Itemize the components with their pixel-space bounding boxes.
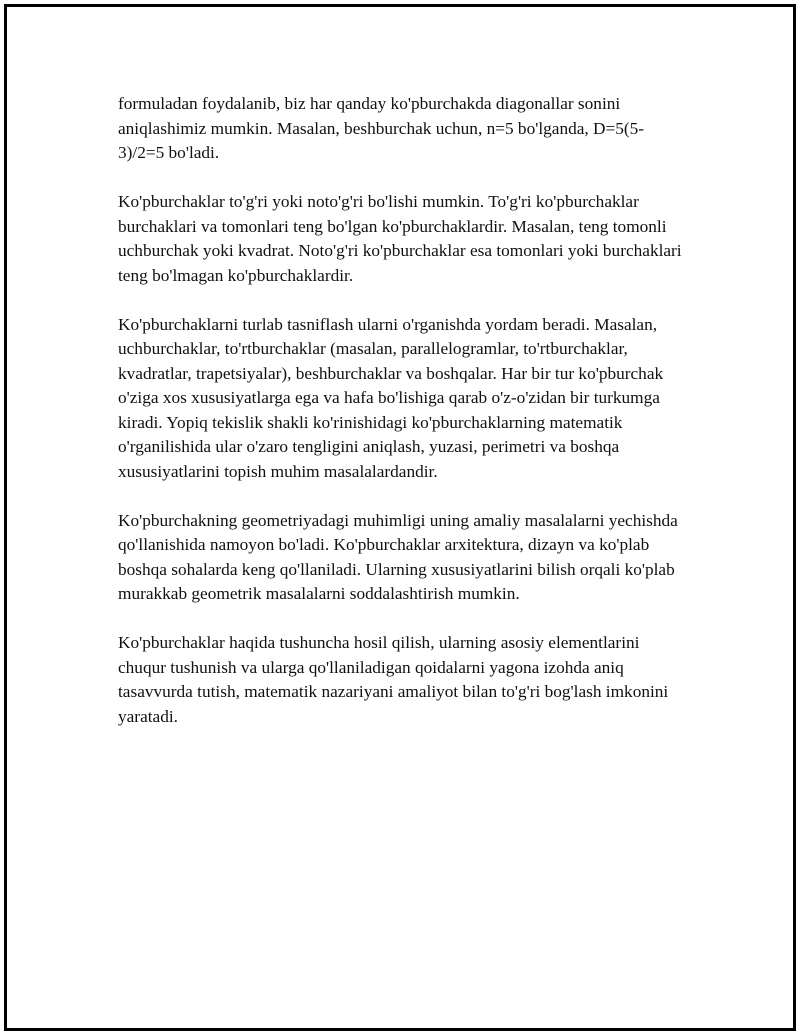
paragraph-regular-irregular: Ko'pburchaklar to'g'ri yoki noto'g'ri bo'lishi mumkin. To'g'ri ko'pburchaklar burchaklari va tomonlari teng bo'lgan ko'pburchaklardir. Masalan, teng tomonli uchburchak yoki kvadrat. Noto'g'ri ko'pburchaklar esa tomonlari yoki burchaklari teng bo'lmagan ko'pburchaklardir. — [118, 192, 682, 285]
paragraph-conclusion: Ko'pburchaklar haqida tushuncha hosil qilish, ularning asosiy elementlarini chuqur tushunish va ularga qo'llaniladigan qoidalarni yagona izohda aniq tasavvurda tutish, matematik nazariyani amaliyot bilan to'g'ri bog'lash imkonini yaratadi. — [118, 633, 669, 726]
paragraph-importance: Ko'pburchakning geometriyadagi muhimligi uning amaliy masalalarni yechishda qo'llanishida namoyon bo'ladi. Ko'pburchaklar arxitektura, dizayn va ko'plab boshqa sohalarda keng qo'llaniladi. Ularning xususiyatlarini bilish orqali ko'plab murakkab geometrik masalalarni soddalashtirish mumkin. — [118, 510, 678, 603]
paragraph-diagonals: formuladan foydalanib, biz har qanday ko'pburchakda diagonallar sonini aniqlashimiz mumkin. Masalan, beshburchak uchun, n=5 bo'lganda, D=5(5-3)/2=5 bo'ladi. — [118, 94, 645, 162]
paragraph-classification: Ko'pburchaklarni turlab tasniflash ularni o'rganishda yordam beradi. Masalan, uchburchaklar, to'rtburchaklar (masalan, parallelogramlar, to'rtburchaklar, kvadratlar, trapetsiyalar), beshburchaklar va boshqalar. Har bir tur ko'pburchak o'ziga xos xususiyatlarga ega va hafa bo'lishiga qarab o'z-o'zidan bir turkumga kiradi. Yopiq tekislik shakli ko'rinishidagi ko'pburchaklarning matematik o'rganilishida ular o'zaro tengligini aniqlash, yuzasi, perimetri va boshqa xususiyatlarini topish muhim masalalardandir. — [118, 314, 664, 481]
document-body — [118, 92, 688, 754]
